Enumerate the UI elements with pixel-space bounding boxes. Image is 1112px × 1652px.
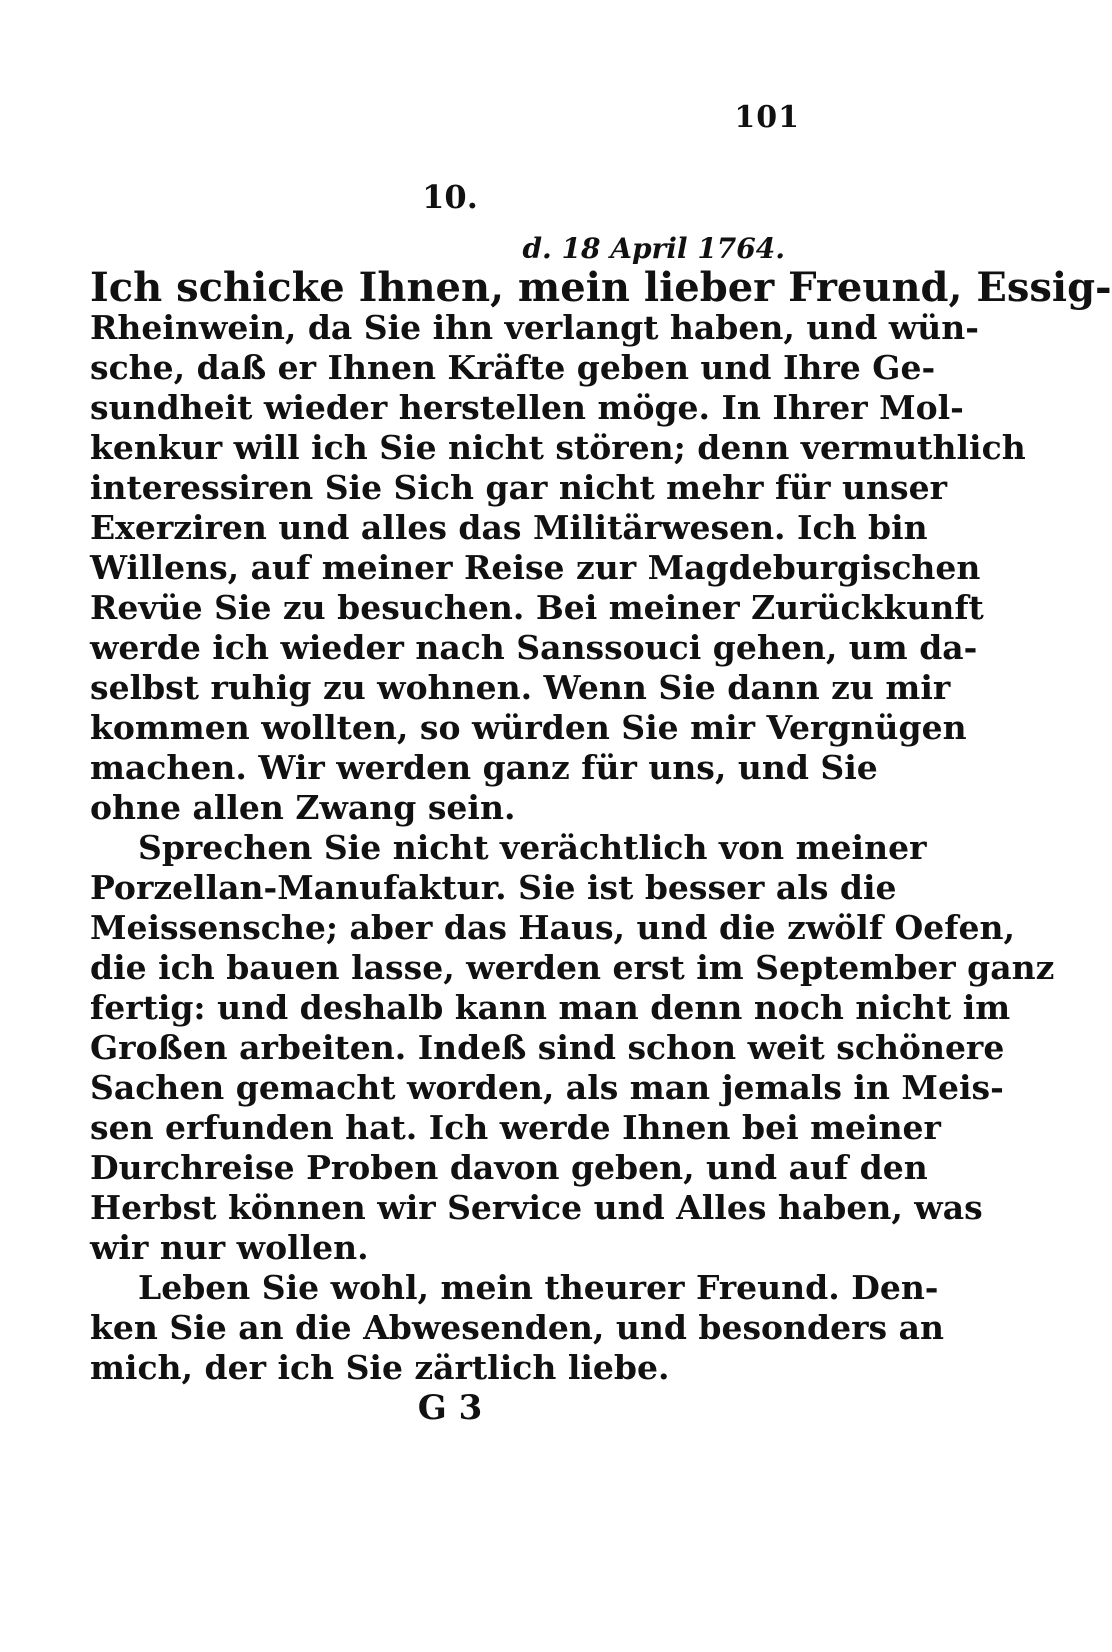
text-line: Leben Sie wohl, mein theurer Freund. Den-	[138, 1268, 939, 1307]
letter-number: 10.	[422, 178, 478, 216]
text-line: die ich bauen lasse, werden erst im September ganz	[90, 948, 1055, 987]
text-line: sche, daß er Ihnen Kräfte geben und Ihre Ge-	[90, 348, 936, 387]
text-line: werde ich wieder nach Sanssouci gehen, um da-	[90, 628, 978, 667]
text-line: ken Sie an die Abwesenden, und besonders an	[90, 1308, 944, 1347]
text-line: Meissensche; aber das Haus, und die zwölf Oefen,	[90, 908, 1015, 947]
text-line: Rheinwein, da Sie ihn verlangt haben, und wün-	[90, 308, 979, 347]
text-line: kommen wollten, so würden Sie mir Vergnügen	[90, 708, 967, 747]
text-line: Sachen gemacht worden, als man jemals in Meis-	[90, 1068, 1004, 1107]
text-line: Exerziren und alles das Militärwesen. Ich bin	[90, 508, 928, 547]
letter-date: d. 18 April 1764.	[522, 232, 785, 265]
text-line: machen. Wir werden ganz für uns, und Sie	[90, 748, 878, 787]
text-line: selbst ruhig zu wohnen. Wenn Sie dann zu mir	[90, 668, 951, 707]
letter-body	[90, 264, 1112, 1388]
text-line: ohne allen Zwang sein.	[90, 788, 516, 827]
text-line: Willens, auf meiner Reise zur Magdeburgischen	[90, 548, 981, 587]
text-line: Durchreise Proben davon geben, und auf den	[90, 1148, 928, 1187]
signature-mark: G 3	[417, 1388, 483, 1428]
text-line: kenkur will ich Sie nicht stören; denn vermuthlich	[90, 428, 1026, 467]
text-line: Herbst können wir Service und Alles haben, was	[90, 1188, 983, 1227]
text-line: Ich schicke Ihnen, mein lieber Freund, Essig-	[90, 264, 1112, 311]
text-line: fertig: und deshalb kann man denn noch nicht im	[90, 988, 1011, 1027]
text-line: wir nur wollen.	[90, 1228, 369, 1267]
text-line: Porzellan-Manufaktur. Sie ist besser als die	[90, 868, 897, 907]
text-line: Sprechen Sie nicht verächtlich von meiner	[138, 828, 927, 867]
text-line: Revüe Sie zu besuchen. Bei meiner Zurückkunft	[90, 588, 984, 627]
text-line: mich, der ich Sie zärtlich liebe.	[90, 1348, 670, 1387]
text-line: sen erfunden hat. Ich werde Ihnen bei meiner	[90, 1108, 941, 1147]
page-number: 101	[734, 100, 800, 135]
text-line: interessiren Sie Sich gar nicht mehr für unser	[90, 468, 947, 507]
text-line: Großen arbeiten. Indeß sind schon weit schönere	[90, 1028, 1005, 1067]
text-line: sundheit wieder herstellen möge. In Ihrer Mol-	[90, 388, 964, 427]
